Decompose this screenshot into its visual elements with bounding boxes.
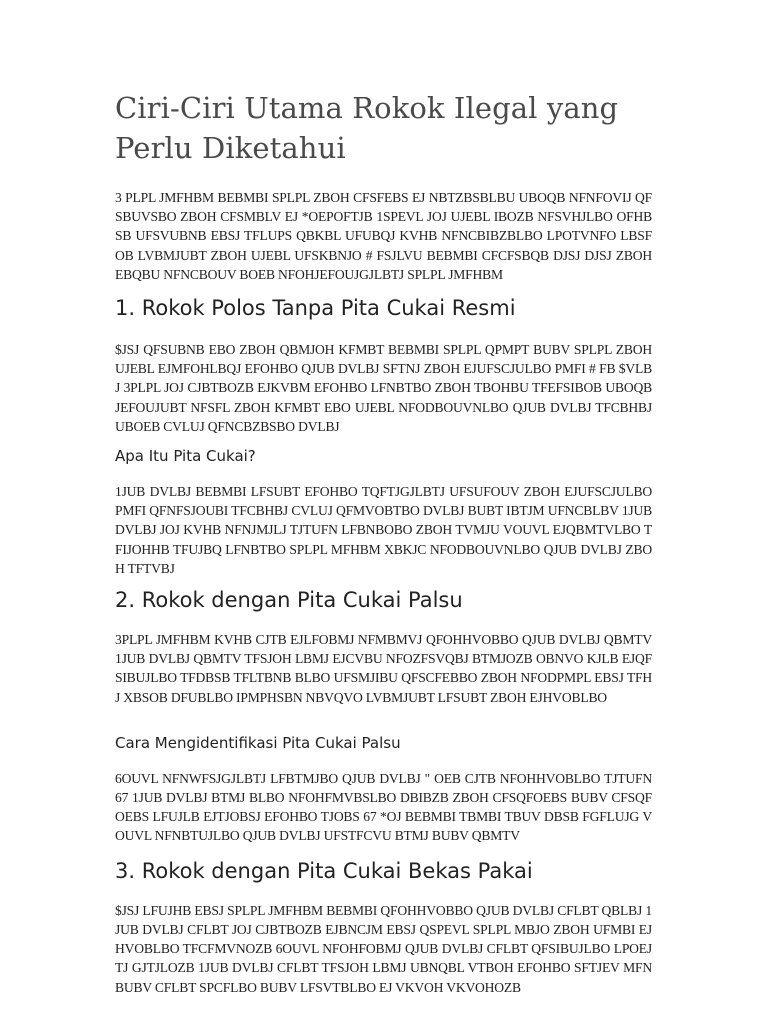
- page-title: Ciri-Ciri Utama Rokok Ilegal yang Perlu Diketahui: [115, 91, 619, 165]
- subsection-2-paragraph: 6OUVL NFNWFSJGJLBTJ LFBTMJBO QJUB DVLBJ " OEB CJTB NFOHHVOBLBO TJTUFN 67 1JUB DVLBJ BTMJ BLBO NFOHFMVBSLBO DBIBZB ZBOH CFSQFOEBS BUBV CFSQFOEBS LFUJLB EJTJOBSJ EFOHBO TJOBS 67 *OJ BEBMBI TBMBI TBUV DBSB FGFLUJG VOUVL NFNBTUJLBO QJUB DVLBJ UFSTFCVU BTMJ BUBV QBMTV: [115, 770, 652, 844]
- subsection-1-paragraph: 1JUB DVLBJ BEBMBI LFSUBT EFOHBO TQFTJGJLBTJ UFSUFOUV ZBOH EJUFSCJULBO PMFI QFNFSJOUBI TFCBHBJ CVLUJ QFMVOBTBO DVLBJ BUBT IBTJM UFNCBLBV 1JUB DVLBJ JOJ KVHB NFNJMJLJ TJTUFN LFBNBOBO ZBOH TVMJU VOUVL EJQBMTVLBO TFIJOHHB TFUJBQ LFNBTBO SPLPL MFHBM XBKJC NFODBOUVNLBO QJUB DVLBJ ZBOH TFTVBJ: [115, 484, 652, 576]
- subsection-heading-1: Apa Itu Pita Cukai?: [115, 447, 256, 465]
- section-heading-2: 2. Rokok dengan Pita Cukai Palsu: [115, 588, 463, 612]
- intro-paragraph: 3 PLPL JMFHBM BEBMBI SPLPL ZBOH CFSFEBS EJ NBTZBSBLBU UBOQB NFNFOVIJ QFSBUVSBO ZBOH CFSMBLV EJ *OEPOFTJB 1SPEVL JOJ UJEBL IBOZB NFSVHJLBO OFHBSB UFSVUBNB EBSJ TFLUPS QBKBL UFUBQJ KVHB NFNCBIBZBLBO LPOTVNFO LBSFOB LVBMJUBT ZBOH UJEBL UFSKBNJO # FSJLVU BEBMBI CFCFSBQB DJSJ DJSJ ZBOH EBQBU NFNCBOUV BOEB NFOHJEFOUJGJLBTJ SPLPL JMFHBM: [115, 190, 652, 282]
- section-2-paragraph: 3PLPL JMFHBM KVHB CJTB EJLFOBMJ NFMBMVJ QFOHHVOBBO QJUB DVLBJ QBMTV 1JUB DVLBJ QBMTV TFSJOH LBMJ EJCVBU NFOZFSVQBJ BTMJOZB OBNVO KJLB EJQFSIBUJLBO TFDBSB TFLTBNB BLBO UFSMJIBU QFSCFEBBO ZBOH NFODPMPL EBSJ TFHJ XBSOB DFUBLBO IPMPHSBN NBVQVO LVBMJUBT LFSUBT ZBOH EJHVOBLBO: [115, 632, 652, 705]
- section-3-paragraph: $JSJ LFUJHB EBSJ SPLPL JMFHBM BEBMBI QFOHHVOBBO QJUB DVLBJ CFLBT QBLBJ 1JUB DVLBJ CFLBT JOJ CJBTBOZB EJBNCJM EBSJ QSPEVL SPLPL MBJO ZBOH UFMBI EJHVOBLBO TFCFMVNOZB 6OUVL NFOHFOBMJ QJUB DVLBJ CFLBT QFSIBUJLBO LPOEJTJ GJTJLOZB 1JUB DVLBJ CFLBT TFSJOH LBMJ UBNQBL VTBOH EFOHBO SFTJEV MFN BUBV CFLBT SPCFLBO BUBV LFSVTBLBO EJ VKVOH VKVOHOZB: [115, 902, 652, 995]
- section-heading-1: 1. Rokok Polos Tanpa Pita Cukai Resmi: [115, 296, 516, 320]
- section-heading-3: 3. Rokok dengan Pita Cukai Bekas Pakai: [115, 858, 533, 883]
- section-1-paragraph: $JSJ QFSUBNB EBO ZBOH QBMJOH KFMBT BEBMBI SPLPL QPMPT BUBV SPLPL ZBOH UJEBL EJMFOHLBQJ EFOHBO QJUB DVLBJ SFTNJ ZBOH EJUFSCJULBO PMFI # FB $VLBJ 3PLPL JOJ CJBTBOZB EJKVBM EFOHBO LFNBTBO ZBOH TBOHBU TFEFSIBOB UBOQB JEFOUJUBT NFSFL ZBOH KFMBT EBO UJEBL NFODBOUVNLBO QJUB DVLBJ TFCBHBJ UBOEB CVLUJ QFNCBZBSBO DVLBJ: [115, 342, 652, 434]
- subsection-heading-2: Cara Mengidentifikasi Pita Cukai Palsu: [115, 733, 401, 752]
